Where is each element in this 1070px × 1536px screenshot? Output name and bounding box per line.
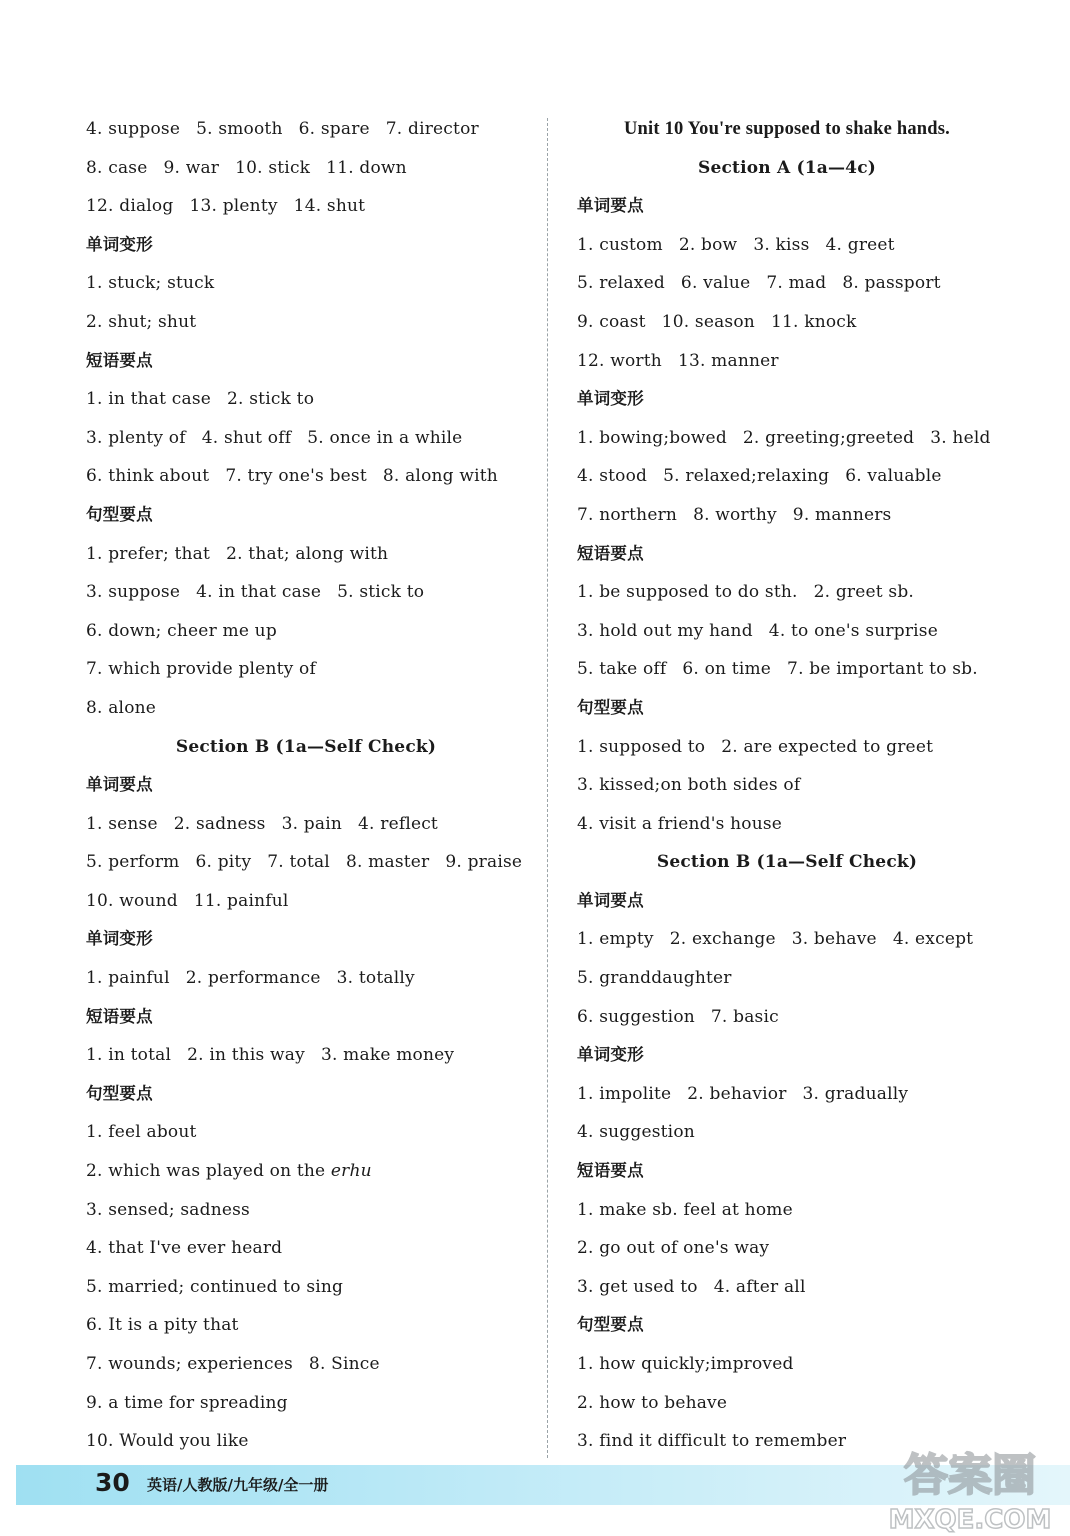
answer-line	[86, 843, 526, 882]
answer-line	[577, 1075, 997, 1114]
section-title: Section A (1a—4c)	[698, 157, 876, 178]
answer-line	[86, 303, 526, 342]
section-heading: 单词变形	[86, 234, 153, 254]
answer-item: 11. down	[326, 157, 407, 178]
answer-item: 5. married; continued to sing	[86, 1276, 344, 1297]
answer-line	[577, 264, 997, 303]
answer-item: 6. valuable	[845, 466, 942, 487]
answer-item: 14. shut	[293, 196, 366, 217]
answer-item: 5. stick to	[337, 582, 425, 603]
watermark-text-cn: 答案圈	[904, 1450, 1036, 1501]
answer-item: 3. hold out my hand	[577, 620, 753, 641]
answer-item: 4. to one's surprise	[768, 620, 938, 641]
answer-item: 3. pain	[281, 813, 343, 834]
answer-line	[577, 612, 997, 651]
answer-item: 7. try one's best	[225, 466, 367, 487]
answer-item: 2. are expected to greet	[721, 736, 934, 757]
answer-line	[86, 535, 526, 574]
answer-item: 3. kiss	[753, 234, 810, 255]
answer-item: 4. except	[892, 929, 974, 950]
answer-item: 2. how to behave	[577, 1392, 728, 1413]
answer-line	[86, 264, 526, 303]
answer-line	[577, 728, 997, 767]
answer-item: 7. director	[385, 119, 479, 139]
answer-item: 4. after all	[713, 1276, 806, 1297]
answer-line	[86, 457, 526, 496]
left-column	[86, 110, 526, 1461]
answer-line	[577, 303, 997, 342]
answer-item: 1. in that case	[86, 389, 212, 410]
answer-item: 7. wounds; experiences	[86, 1354, 293, 1374]
answer-item: 11. knock	[770, 311, 857, 332]
answer-line	[577, 226, 997, 265]
page-number: 30	[95, 1468, 130, 1497]
answer-item: 2. greet sb.	[813, 582, 915, 603]
section-heading: 句型要点	[577, 697, 644, 717]
answer-item: 8. passport	[842, 273, 941, 294]
answer-line	[86, 380, 526, 419]
answer-text: 2. which was played on the	[86, 1161, 331, 1182]
section-heading: 短语要点	[577, 543, 644, 563]
answer-line	[577, 419, 997, 458]
answer-line	[577, 342, 997, 381]
answer-line	[577, 496, 997, 535]
answer-line	[577, 650, 997, 689]
answer-item: 3. sensed; sadness	[86, 1199, 250, 1220]
answer-item: 9. a time for spreading	[86, 1392, 288, 1413]
answer-item: 1. supposed to	[577, 736, 706, 757]
answer-line	[577, 1113, 997, 1152]
answer-item: 1. in total	[86, 1045, 172, 1066]
answer-line	[86, 650, 526, 689]
answer-item: 9. war	[163, 157, 220, 178]
answer-item: 1. make sb. feel at home	[577, 1199, 793, 1220]
answer-item: 7. northern	[577, 504, 678, 525]
section-heading: 短语要点	[86, 1006, 153, 1026]
watermark-text-en: MXQE.COM	[888, 1505, 1052, 1535]
answer-item: 4. visit a friend's house	[577, 813, 783, 834]
answer-item: 7. be important to sb.	[787, 659, 978, 680]
answer-line	[86, 689, 526, 728]
answer-item: 6. It is a pity that	[86, 1315, 239, 1336]
answer-line	[86, 187, 526, 226]
answer-item: 6. on time	[682, 659, 772, 680]
answer-item: 13. plenty	[189, 196, 278, 217]
answer-item: 8. master	[345, 852, 430, 873]
answer-line	[86, 959, 526, 998]
answer-item: 5. once in a while	[307, 427, 463, 448]
answer-item: 3. find it difficult to remember	[577, 1431, 847, 1452]
answer-item: 1. prefer; that	[86, 543, 211, 564]
unit-title: Unit 10 You're supposed to shake hands.	[624, 119, 950, 139]
answer-item: 8. Since	[308, 1354, 380, 1374]
section-heading: 单词要点	[86, 775, 153, 795]
answer-item: 10. wound	[86, 890, 178, 911]
answer-item: 5. relaxed	[577, 273, 665, 294]
answer-item: 3. gradually	[802, 1083, 909, 1104]
section-title: Section B (1a—Self Check)	[656, 852, 918, 873]
answer-line	[86, 1152, 526, 1191]
answer-line	[577, 920, 997, 959]
answer-item: 11. painful	[193, 890, 289, 911]
answer-line	[577, 1229, 997, 1268]
answer-item: 2. stick to	[227, 389, 315, 410]
section-heading: 句型要点	[86, 504, 153, 524]
answer-line	[577, 998, 997, 1037]
book-info: 英语/人教版/九年级/全一册	[147, 1476, 329, 1494]
answer-line	[577, 573, 997, 612]
answer-item: 12. worth	[577, 350, 662, 371]
section-heading: 句型要点	[577, 1315, 644, 1335]
answer-item: 5. relaxed;relaxing	[663, 466, 830, 487]
answer-line	[577, 457, 997, 496]
answer-line	[577, 1268, 997, 1307]
answer-item: 9. praise	[445, 852, 523, 873]
answer-line	[86, 1229, 526, 1268]
answer-item: 2. exchange	[669, 929, 776, 950]
answer-item: 4. reflect	[358, 813, 438, 834]
answer-item: 10. season	[661, 311, 755, 332]
answer-text-italic: erhu	[330, 1161, 372, 1182]
answer-line	[86, 882, 526, 921]
answer-line	[577, 959, 997, 998]
column-divider	[547, 118, 548, 1458]
answer-line	[86, 1384, 526, 1423]
answer-item: 3. make money	[320, 1045, 455, 1066]
answer-item: 8. worthy	[693, 504, 777, 525]
section-heading: 单词变形	[577, 389, 644, 409]
answer-item: 5. perform	[86, 852, 180, 873]
answer-item: 5. granddaughter	[577, 968, 732, 989]
answer-line	[577, 805, 997, 844]
answer-line	[86, 110, 526, 149]
answer-item: 3. plenty of	[86, 427, 186, 448]
answer-item: 3. behave	[791, 929, 877, 950]
answer-item: 4. stood	[577, 466, 648, 487]
section-heading: 单词变形	[86, 929, 153, 949]
answer-item: 1. custom	[577, 234, 663, 255]
answer-item: 5. smooth	[196, 119, 283, 139]
answer-item: 9. manners	[792, 504, 892, 525]
answer-item: 4. that I've ever heard	[86, 1238, 283, 1259]
answer-line	[86, 612, 526, 651]
answer-item: 2. shut; shut	[86, 311, 197, 332]
answer-line	[86, 1113, 526, 1152]
answer-item: 7. total	[267, 852, 330, 873]
answer-item: 5. take off	[577, 659, 667, 680]
answer-item: 6. pity	[195, 852, 252, 873]
answer-item: 2. go out of one's way	[577, 1238, 770, 1259]
answer-line	[577, 1191, 997, 1230]
answer-item: 3. kissed;on both sides of	[577, 775, 801, 796]
watermark-logo	[880, 1440, 1060, 1536]
answer-item: 7. which provide plenty of	[86, 659, 316, 680]
answer-item: 8. alone	[86, 697, 157, 718]
answer-line	[86, 1191, 526, 1230]
answer-line	[86, 1268, 526, 1307]
answer-line	[577, 766, 997, 805]
right-column	[577, 110, 997, 1461]
answer-line	[86, 1345, 526, 1384]
answer-item: 4. in that case	[196, 582, 322, 603]
answer-item: 4. suppose	[86, 119, 181, 139]
answer-item: 3. get used to	[577, 1276, 698, 1297]
answer-item: 4. shut off	[201, 427, 292, 448]
answer-line	[86, 573, 526, 612]
answer-item: 9. coast	[577, 311, 646, 332]
answer-item: 12. dialog	[86, 196, 174, 217]
answer-line	[86, 419, 526, 458]
answer-item: 3. held	[930, 427, 991, 448]
section-heading: 短语要点	[577, 1161, 644, 1181]
answer-line	[86, 1306, 526, 1345]
answer-item: 13. manner	[677, 350, 779, 371]
answer-item: 1. stuck; stuck	[86, 273, 215, 294]
section-heading: 单词要点	[577, 196, 644, 216]
answer-line	[577, 1384, 997, 1423]
answer-line	[577, 1345, 997, 1384]
answer-item: 3. totally	[336, 968, 415, 989]
answer-item: 6. down; cheer me up	[86, 620, 277, 641]
answer-item: 1. how quickly;improved	[577, 1354, 794, 1374]
answer-item: 2. that; along with	[226, 543, 389, 564]
answer-item: 4. greet	[825, 234, 895, 255]
answer-item: 2. performance	[185, 968, 321, 989]
answer-item: 2. greeting;greeted	[742, 427, 915, 448]
answer-item: 10. stick	[235, 157, 311, 178]
answer-item: 6. value	[680, 273, 751, 294]
answer-item: 2. sadness	[173, 813, 266, 834]
section-heading: 句型要点	[86, 1083, 153, 1103]
answer-item: 2. in this way	[187, 1045, 305, 1066]
answer-item: 3. suppose	[86, 582, 181, 603]
answer-item: 7. basic	[710, 1006, 779, 1027]
section-heading: 单词要点	[577, 890, 644, 910]
answer-item: 1. empty	[577, 929, 654, 950]
answer-item: 2. bow	[678, 234, 738, 255]
answer-item: 7. mad	[766, 273, 827, 294]
answer-item: 1. bowing;bowed	[577, 427, 727, 448]
answer-item: 6. think about	[86, 466, 210, 487]
answer-item: 1. sense	[86, 813, 158, 834]
answer-item: 8. case	[86, 157, 148, 178]
answer-item: 6. suggestion	[577, 1006, 695, 1027]
answer-item: 4. suggestion	[577, 1122, 695, 1143]
answer-line	[86, 1422, 526, 1461]
answer-item: 10. Would you like	[86, 1431, 249, 1452]
answer-item: 6. spare	[298, 119, 370, 139]
answer-item: 8. along with	[382, 466, 498, 487]
answer-line	[86, 1036, 526, 1075]
answer-line	[86, 149, 526, 188]
answer-item: 1. be supposed to do sth.	[577, 582, 798, 603]
answer-item: 1. painful	[86, 968, 170, 989]
section-heading: 短语要点	[86, 350, 153, 370]
answer-item: 2. behavior	[687, 1083, 787, 1104]
section-heading: 单词变形	[577, 1045, 644, 1065]
answer-line	[86, 805, 526, 844]
answer-item: 1. feel about	[86, 1122, 197, 1143]
answer-item: 1. impolite	[577, 1083, 672, 1104]
section-title: Section B (1a—Self Check)	[175, 736, 437, 757]
